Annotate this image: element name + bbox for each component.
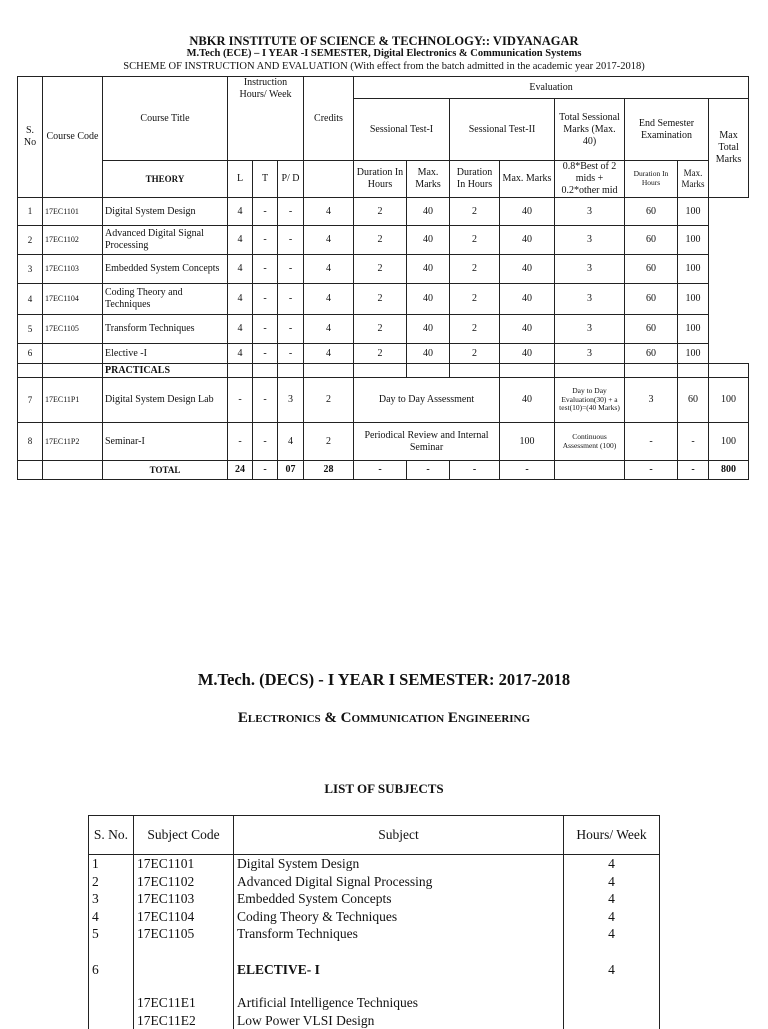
table-row: 7 17EC11P1 Digital System Design Lab - - 3 2 Day to Day Assessment 40 Day to Day Evaluation(30) + a test(10)=(40 Marks) 3 60 100	[18, 378, 749, 423]
header-total-sessional: Total Sessional Marks (Max. 40)	[555, 99, 625, 161]
table-row: 6 Elective -I 4 - - 4 2 40 2 40 3 60 100	[18, 344, 749, 364]
header-end-duration: Duration In Hours	[625, 161, 678, 198]
header-t: T	[253, 161, 278, 198]
list-item: 3 17EC1103 Embedded System Concepts 4	[89, 890, 660, 908]
header-max-total: Max Total Marks	[709, 99, 749, 198]
total-row: TOTAL 24 - 07 28 - - - - - - 800	[18, 461, 749, 480]
header-end-marks: Max. Marks	[678, 161, 709, 198]
sessional-formula: 0.8*Best of 2 mids + 0.2*other mid	[555, 161, 625, 198]
theory-label: THEORY	[103, 161, 228, 198]
header-test1: Sessional Test-I	[354, 99, 450, 161]
header-credits: Credits	[304, 77, 354, 161]
table-row: 2 17EC1102 Advanced Digital Signal Processing 4 - - 4 2 40 2 40 3 60 100	[18, 226, 749, 255]
list-header-subject: Subject	[234, 816, 564, 855]
subjects-table	[88, 815, 660, 1029]
scheme-table	[17, 76, 749, 480]
table-row: 3 17EC1103 Embedded System Concepts 4 - - 4 2 40 2 40 3 60 100	[18, 255, 749, 284]
header-course-code: Course Code	[43, 77, 103, 198]
table-row: 5 17EC1105 Transform Techniques 4 - - 4 2 40 2 40 3 60 100	[18, 315, 749, 344]
list-header-code: Subject Code	[134, 816, 234, 855]
header-duration-1: Duration In Hours	[354, 161, 407, 198]
table-row: 1 17EC1101 Digital System Design 4 - - 4 2 40 2 40 3 60 100	[18, 198, 749, 226]
list-item: 17EC11E1 Artificial Intelligence Techniques	[89, 978, 660, 1012]
header-pd: P/ D	[278, 161, 304, 198]
header-max-marks-2: Max. Marks	[500, 161, 555, 198]
program-subtitle: M.Tech (ECE) – I YEAR -I SEMESTER, Digital Electronics & Communication Systems	[0, 48, 768, 59]
list-header-sno: S. No.	[89, 816, 134, 855]
list-header-hours: Hours/ Week	[564, 816, 660, 855]
semester-title: M.Tech. (DECS) - I YEAR I SEMESTER: 2017-2018	[0, 670, 768, 690]
list-item: 5 17EC1105 Transform Techniques 4	[89, 925, 660, 943]
table-row: 4 17EC1104 Coding Theory and Techniques 4 - - 4 2 40 2 40 3 60 100	[18, 284, 749, 315]
header-l: L	[228, 161, 253, 198]
header-instruction: Instruction Hours/ Week	[228, 77, 304, 161]
table-row: 8 17EC11P2 Seminar-I - - 4 2 Periodical Review and Internal Seminar 100 Continuous Assessment (100) - - 100	[18, 423, 749, 461]
department-title: Electronics & Communication Engineering	[0, 710, 768, 727]
header-test2: Sessional Test-II	[450, 99, 555, 161]
header-sno: S. No	[18, 77, 43, 198]
header-max-marks-1: Max. Marks	[407, 161, 450, 198]
list-item: 6 ELECTIVE- I 4	[89, 943, 660, 979]
scheme-subtitle: SCHEME OF INSTRUCTION AND EVALUATION (With effect from the batch admitted in the academic year 2017-2018)	[0, 61, 768, 72]
list-item: 17EC11E2 Low Power VLSI Design	[89, 1012, 660, 1029]
list-item: 2 17EC1102 Advanced Digital Signal Processing 4	[89, 873, 660, 891]
header-evaluation: Evaluation	[354, 77, 749, 99]
list-item: 1 17EC1101 Digital System Design 4	[89, 855, 660, 873]
header-end-sem: End Semester Examination	[625, 99, 709, 161]
institute-title: NBKR INSTITUTE OF SCIENCE & TECHNOLOGY:: VIDYANAGAR	[0, 34, 768, 49]
header-course-title: Course Title	[103, 77, 228, 161]
practicals-label: PRACTICALS	[103, 364, 228, 378]
list-title: LIST OF SUBJECTS	[0, 781, 768, 797]
list-item: 4 17EC1104 Coding Theory & Techniques 4	[89, 908, 660, 926]
header-duration-2: Duration In Hours	[450, 161, 500, 198]
